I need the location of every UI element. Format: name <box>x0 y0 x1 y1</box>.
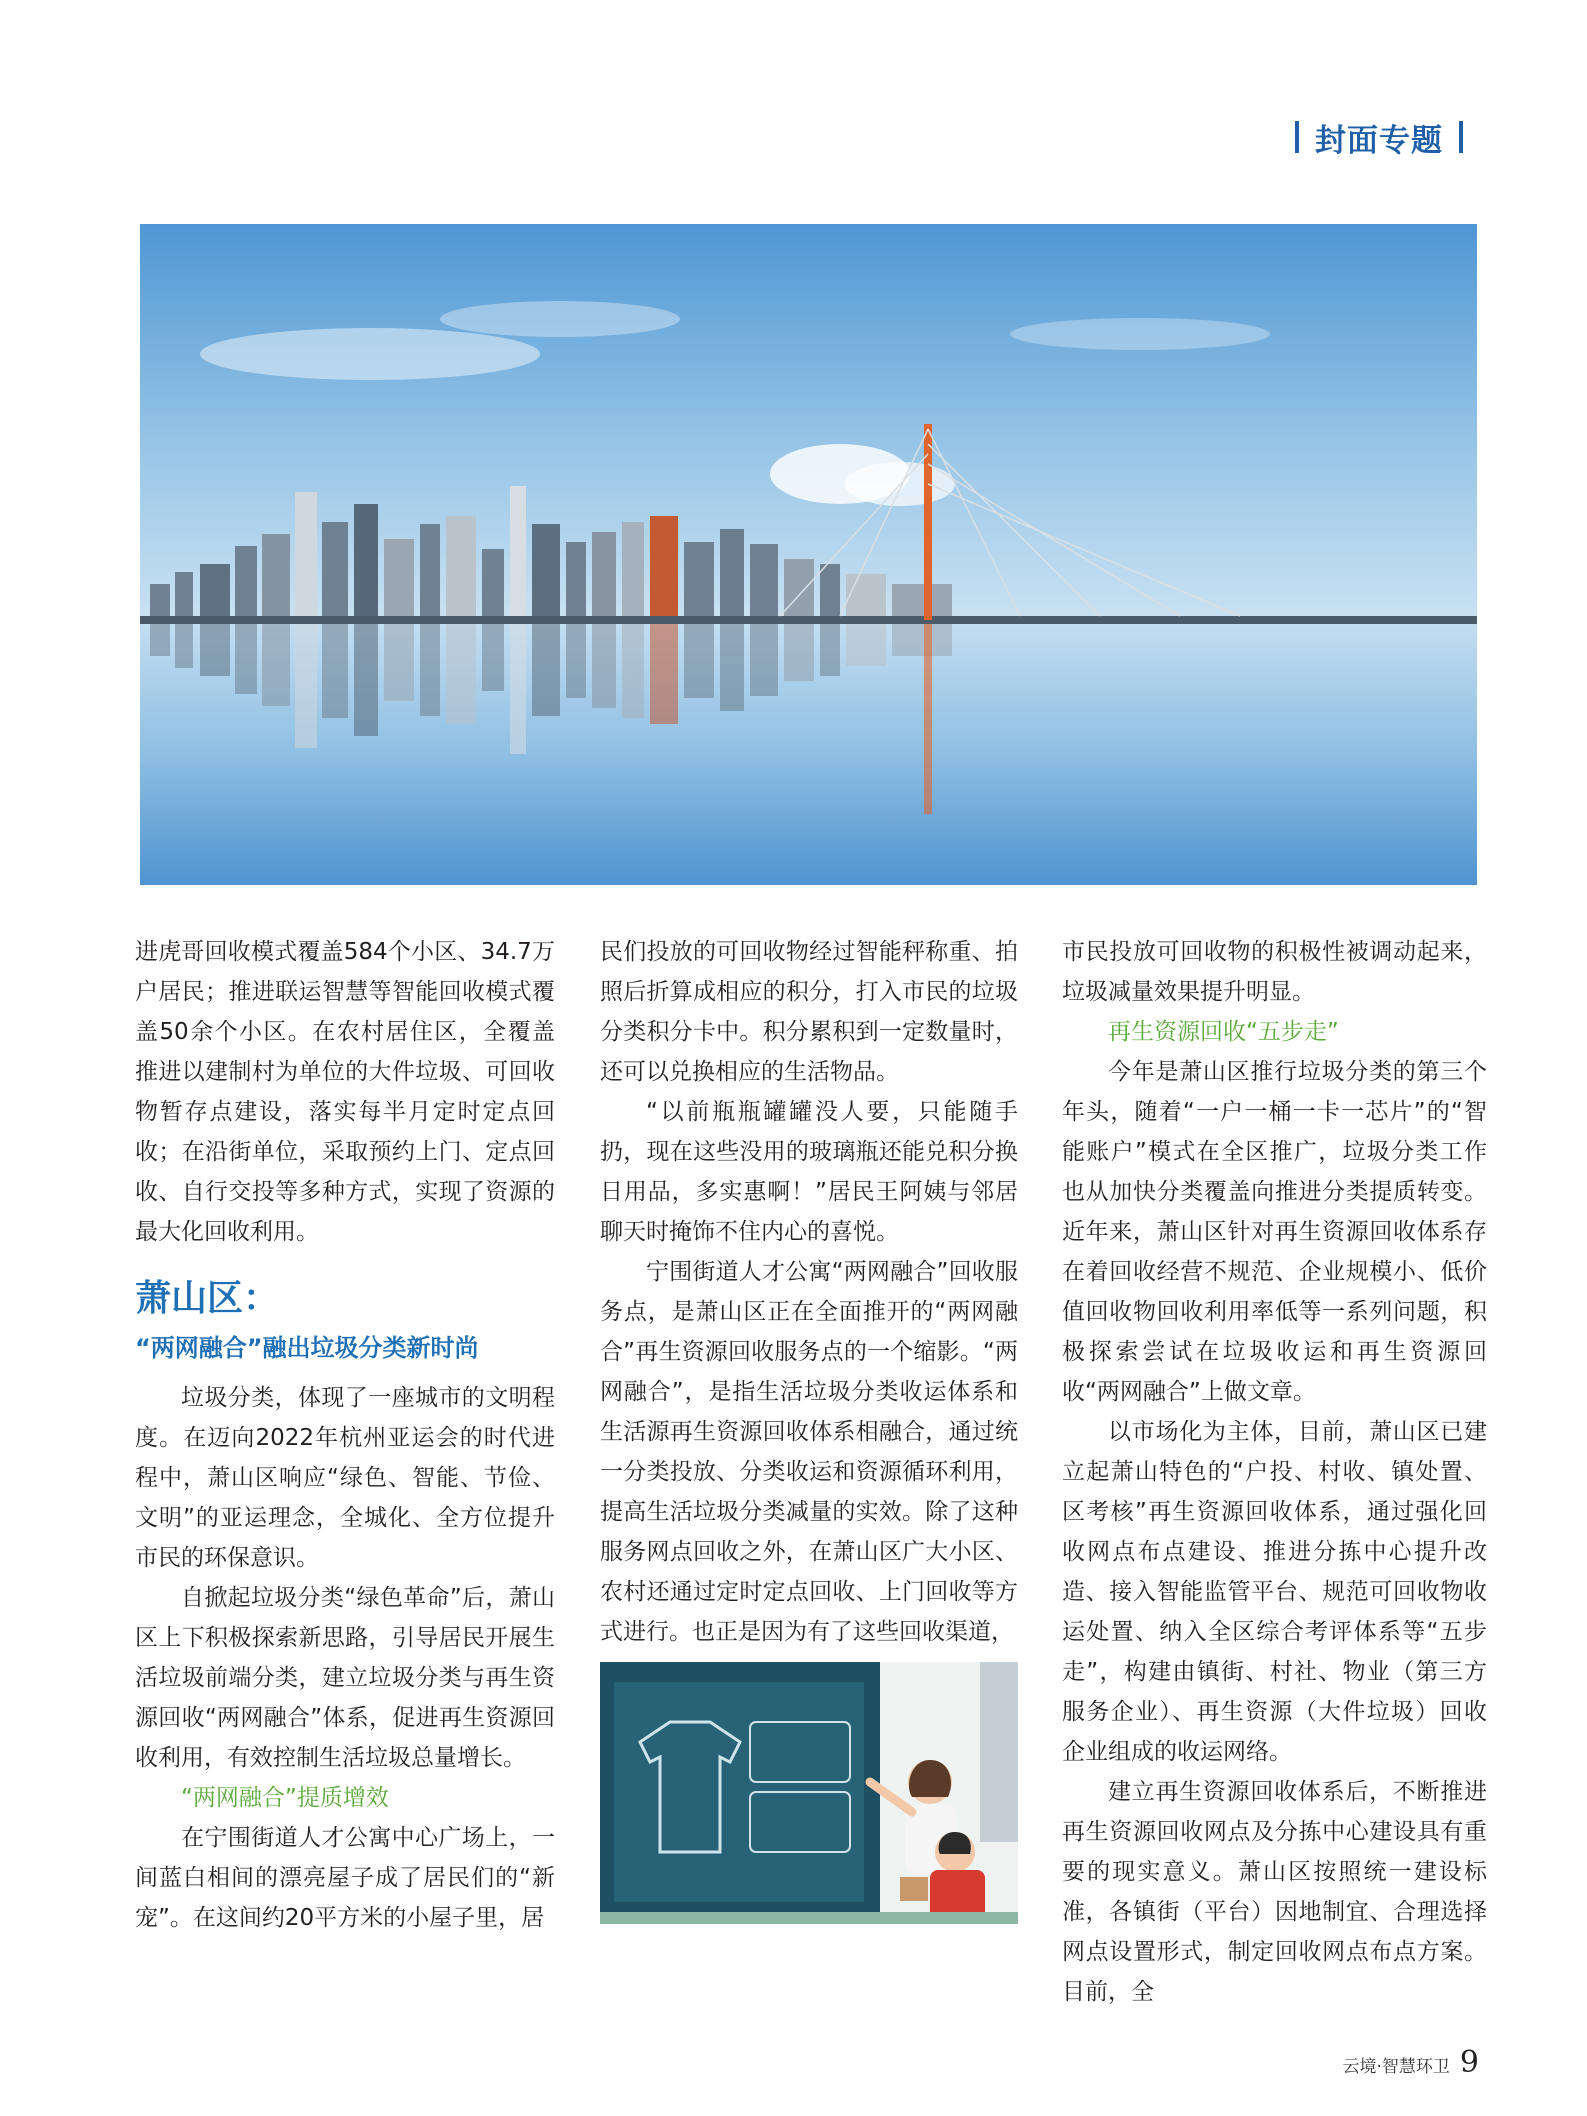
recycling-kiosk-illustration <box>600 1662 1018 1924</box>
paragraph: 市民投放可回收物的积极性被调动起来，垃圾减量效果提升明显。 <box>1062 939 1487 1005</box>
paragraph: 建立再生资源回收体系后，不断推进再生资源回收网点及分拣中心建设具有重要的现实意义。萧山区按照统一建设标准，各镇街（平台）因地制宜、合理选择网点设置形式，制定回收网点布点方案。目前，全 <box>1062 1779 1487 2005</box>
paragraph: 以市场化为主体，目前，萧山区已建立起萧山特色的“户投、村收、镇处置、区考核”再生资源回收体系，通过强化回收网点布点建设、推进分拣中心提升改造、接入智能监管平台、规范可回收物收运处置、纳入全区综合考评体系等“五步走”，构建由镇街、村社、物业（第三方服务企业）、再生资源（大件垃圾）回收企业组成的收运网络。 <box>1062 1419 1487 1765</box>
page-number: 9 <box>1459 2045 1479 2080</box>
column-2 <box>600 932 1018 1924</box>
section-heading: 再生资源回收“五步走” <box>1108 1019 1339 1045</box>
recycling-station-photo <box>600 1662 1018 1924</box>
paragraph: 在宁围街道人才公寓中心广场上，一间蓝白相间的漂亮屋子成了居民们的“新宠”。在这间约20平方米的小屋子里，居 <box>135 1825 555 1931</box>
article-subtitle: “两网融合”融出垃圾分类新时尚 <box>135 1334 479 1362</box>
skyline-illustration <box>140 224 1477 885</box>
paragraph: 自掀起垃圾分类“绿色革命”后，萧山区上下积极探索新思路，引导居民开展生活垃圾前端分类，建立垃圾分类与再生资源回收“两网融合”体系，促进再生资源回收利用，有效控制生活垃圾总量增长。 <box>135 1585 555 1771</box>
paragraph: 垃圾分类，体现了一座城市的文明程度。在迈向2022年杭州亚运会的时代进程中，萧山区响应“绿色、智能、节俭、文明”的亚运理念，全城化、全方位提升市民的环保意识。 <box>135 1385 555 1571</box>
magazine-name: 云境·智慧环卫 <box>1342 2057 1450 2077</box>
district-title: 萧山区： <box>135 1278 280 1319</box>
column-3 <box>1062 932 1487 2012</box>
page-footer <box>1343 2045 1480 2080</box>
tag-bar-left <box>1295 121 1299 153</box>
paragraph: 宁围街道人才公寓“两网融合”回收服务点，是萧山区正在全面推开的“两网融合”再生资源回收服务点的一个缩影。“两网融合”，是指生活垃圾分类收运体系和生活源再生资源回收体系相融合，通过统一分类投放、分类收运和资源循环利用，提高生活垃圾分类减量的实效。除了这种服务网点回收之外，在萧山区广大小区、农村还通过定时定点回收、上门回收等方式进行。也正是因为有了这些回收渠道， <box>600 1259 1018 1645</box>
tag-bar-right <box>1459 121 1463 153</box>
paragraph: 今年是萧山区推行垃圾分类的第三个年头，随着“一户一桶一卡一芯片”的“智能账户”模式在全区推广，垃圾分类工作也从加快分类覆盖向推进分类提质转变。近年来，萧山区针对再生资源回收体系存在着回收经营不规范、企业规模小、低价值回收物回收利用率低等一系列问题，积极探索尝试在垃圾收运和再生资源回收“两网融合”上做文章。 <box>1062 1059 1487 1405</box>
section-heading: “两网融合”提质增效 <box>181 1785 389 1811</box>
paragraph: 进虎哥回收模式覆盖584个小区、34.7万户居民；推进联运智慧等智能回收模式覆盖50余个小区。在农村居住区，全覆盖推进以建制村为单位的大件垃圾、可回收物暂存点建设，落实每半月定时定点回收；在沿街单位，采取预约上门、定点回收、自行交投等多种方式，实现了资源的最大化回收利用。 <box>135 939 555 1245</box>
column-1 <box>135 932 555 1938</box>
section-title: 封面专题 <box>1315 122 1443 159</box>
paragraph: 民们投放的可回收物经过智能秤称重、拍照后折算成相应的积分，打入市民的垃圾分类积分卡中。积分累积到一定数量时，还可以兑换相应的生活物品。 <box>600 939 1018 1085</box>
hero-skyline-image <box>140 224 1477 885</box>
section-tag <box>1279 112 1479 162</box>
paragraph: “以前瓶瓶罐罐没人要，只能随手扔，现在这些没用的玻璃瓶还能兑积分换日用品，多实惠啊！”居民王阿姨与邻居聊天时掩饰不住内心的喜悦。 <box>600 1099 1018 1245</box>
